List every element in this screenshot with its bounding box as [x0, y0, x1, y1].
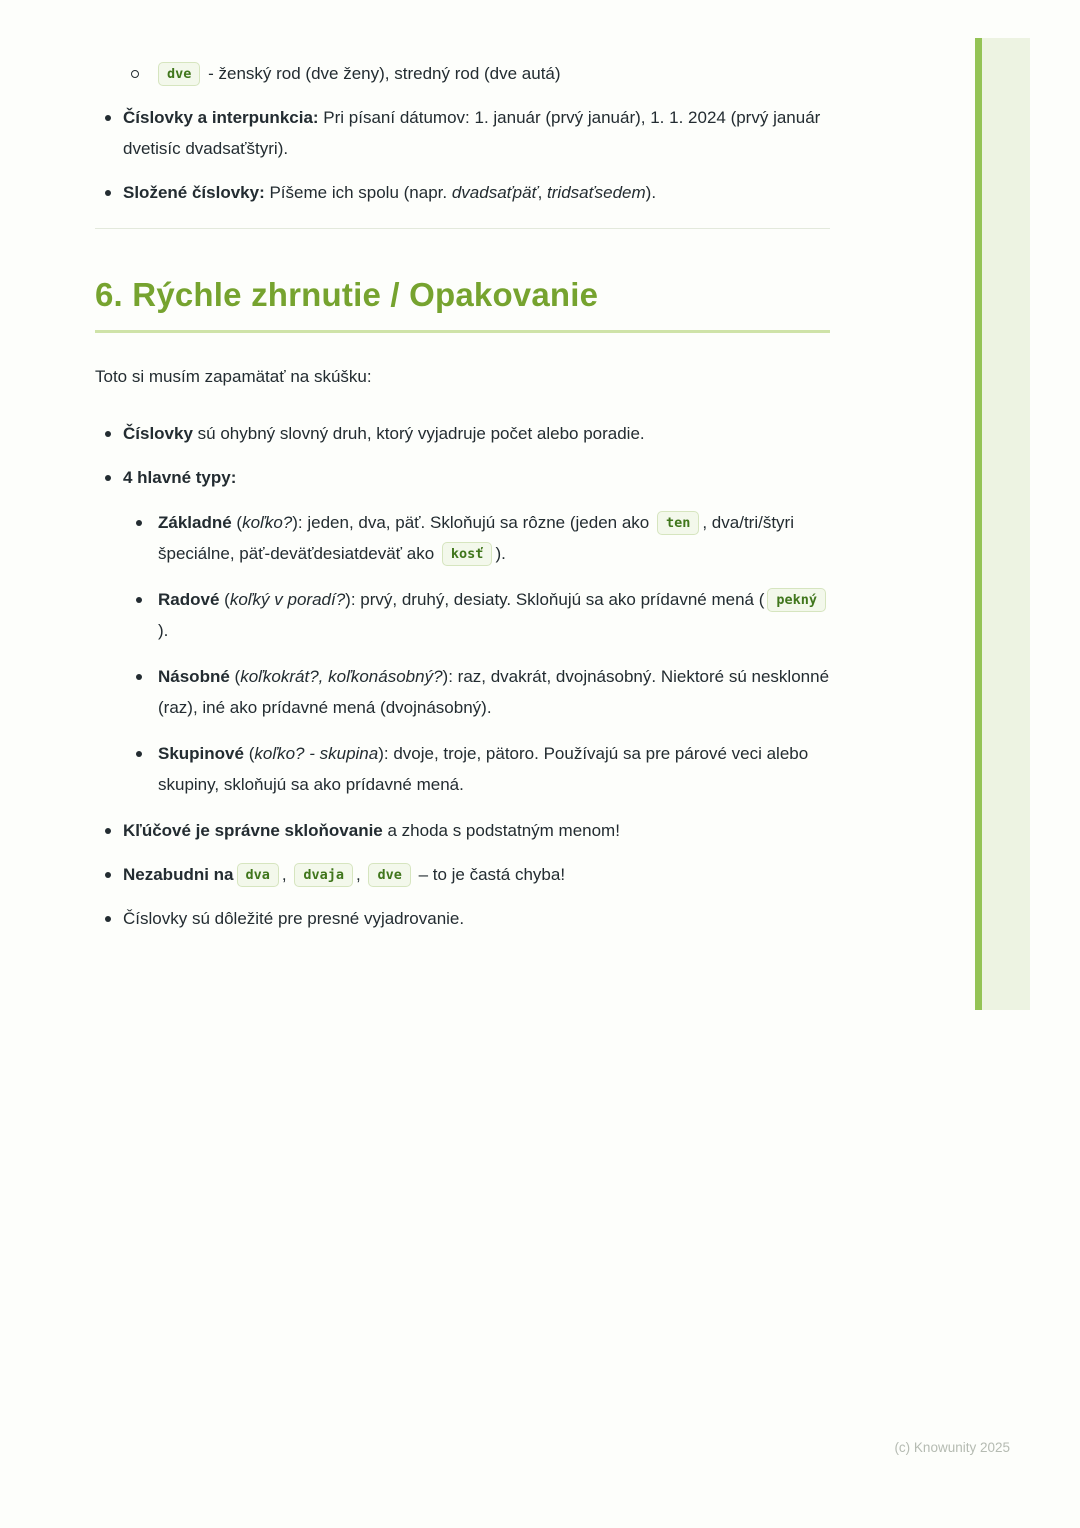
code-chip-dvaja: dvaja — [294, 863, 353, 887]
list-item-nasobne — [123, 661, 830, 723]
zlozene-text-2: , — [537, 183, 548, 202]
intro-paragraph: Toto si musím zapamätať na skúšku: — [95, 367, 372, 386]
cislovky-text: sú ohybný slovný druh, ktorý vyjadruje počet alebo poradie. — [192, 424, 645, 443]
code-chip-pekny: pekný — [767, 588, 826, 612]
zlozene-text-3: ). — [645, 183, 657, 202]
list-item-klucove — [95, 815, 830, 846]
radove-text-1: ( — [219, 590, 230, 609]
code-chip-kost: kosť — [442, 542, 493, 566]
typy-lead: 4 hlavné typy: — [123, 468, 237, 487]
list-item-zakladne — [123, 507, 830, 569]
interpunkcia-text: Pri písaní dátumov: 1. január (prvý január), 1. 1. 2024 (prvý január dvetisíc dvadsaťštyri). — [123, 108, 821, 158]
page-edge-stripe — [975, 38, 982, 1010]
gender-sublist — [95, 58, 830, 89]
document-content — [95, 40, 830, 947]
code-chip-dve-2: dve — [368, 863, 410, 887]
nasobne-text-1: ( — [229, 667, 241, 686]
nezabudni-lead: Nezabudni na — [123, 865, 234, 884]
zakladne-text-4: ). — [495, 544, 506, 563]
code-chip-ten: ten — [657, 511, 699, 535]
nezabudni-sep-2: , — [356, 865, 366, 884]
list-item-typy — [95, 462, 830, 800]
zakladne-italic: koľko? — [242, 513, 293, 532]
dolezite-text: Číslovky sú dôležité pre presné vyjadrovanie. — [123, 909, 465, 928]
cislovky-lead: Číslovky — [123, 424, 193, 443]
list-item-dve-gender — [95, 58, 830, 89]
list-item-radove — [123, 584, 830, 646]
radove-italic: koľký v poradí? — [229, 590, 346, 609]
zlozene-italic-2: tridsaťsedem — [547, 183, 646, 202]
code-chip-dva: dva — [237, 863, 279, 887]
klucove-text: a zhoda s podstatným menom! — [382, 821, 620, 840]
interpunkcia-lead: Číslovky a interpunkcia: — [123, 108, 319, 127]
radove-text-3: ). — [158, 621, 169, 640]
skupinove-text-1: ( — [243, 744, 255, 763]
zlozene-text-1: Píšeme ich spolu (napr. — [264, 183, 452, 202]
zakladne-text-3: , dva/tri/štyri špeciálne, päť-deväťdesiatdeväť ako — [158, 513, 794, 563]
list-item-nezabudni — [95, 859, 830, 890]
list-item-zlozene — [95, 177, 830, 208]
zlozene-lead: Složené číslovky: — [123, 183, 265, 202]
list-item-skupinove — [123, 738, 830, 800]
list-item-cislovky — [95, 418, 830, 449]
list-item-dolezite — [95, 903, 830, 934]
radove-lead: Radové — [158, 590, 220, 609]
nasobne-italic: koľkokrát?, koľkonásobný? — [240, 667, 443, 686]
klucove-lead: Kľúčové je správne skloňovanie — [123, 821, 383, 840]
nasobne-text-2: ): raz, dvakrát, dvojnásobný. Niektoré sú nesklonné (raz), iné ako prídavné mená (dvojnásobný). — [158, 667, 830, 717]
zlozene-italic-1: dvadsaťpäť — [451, 183, 538, 202]
radove-text-2: ): prvý, druhý, desiaty. Skloňujú sa ako prídavné mená ( — [345, 590, 765, 609]
zakladne-lead: Základné — [158, 513, 232, 532]
section-divider — [95, 228, 830, 229]
list-item-interpunkcia — [95, 102, 830, 164]
dve-item-text: - ženský rod (dve ženy), stredný rod (dve autá) — [203, 64, 561, 83]
types-sublist — [123, 507, 830, 800]
nasobne-lead: Násobné — [158, 667, 230, 686]
page-edge-band — [982, 38, 1030, 1010]
skupinove-lead: Skupinové — [158, 744, 244, 763]
skupinove-italic: koľko? - skupina — [254, 744, 379, 763]
code-chip-dve: dve — [158, 62, 200, 86]
section-heading: 6. Rýchle zhrnutie / Opakovanie — [95, 275, 830, 333]
zakladne-text-1: ( — [231, 513, 243, 532]
nezabudni-sep-1: , — [281, 865, 292, 884]
numerals-rules-list — [95, 102, 830, 208]
copyright-footer: (c) Knowunity 2025 — [894, 1440, 1010, 1455]
nezabudni-text: – to je častá chyba! — [413, 865, 566, 884]
zakladne-text-2: ): jeden, dva, päť. Skloňujú sa rôzne (jeden ako — [292, 513, 654, 532]
summary-list — [95, 418, 830, 934]
skupinove-text-2: ): dvoje, troje, pätoro. Používajú sa pre párové veci alebo skupiny, skloňujú sa ako prídavné mená. — [158, 744, 809, 794]
